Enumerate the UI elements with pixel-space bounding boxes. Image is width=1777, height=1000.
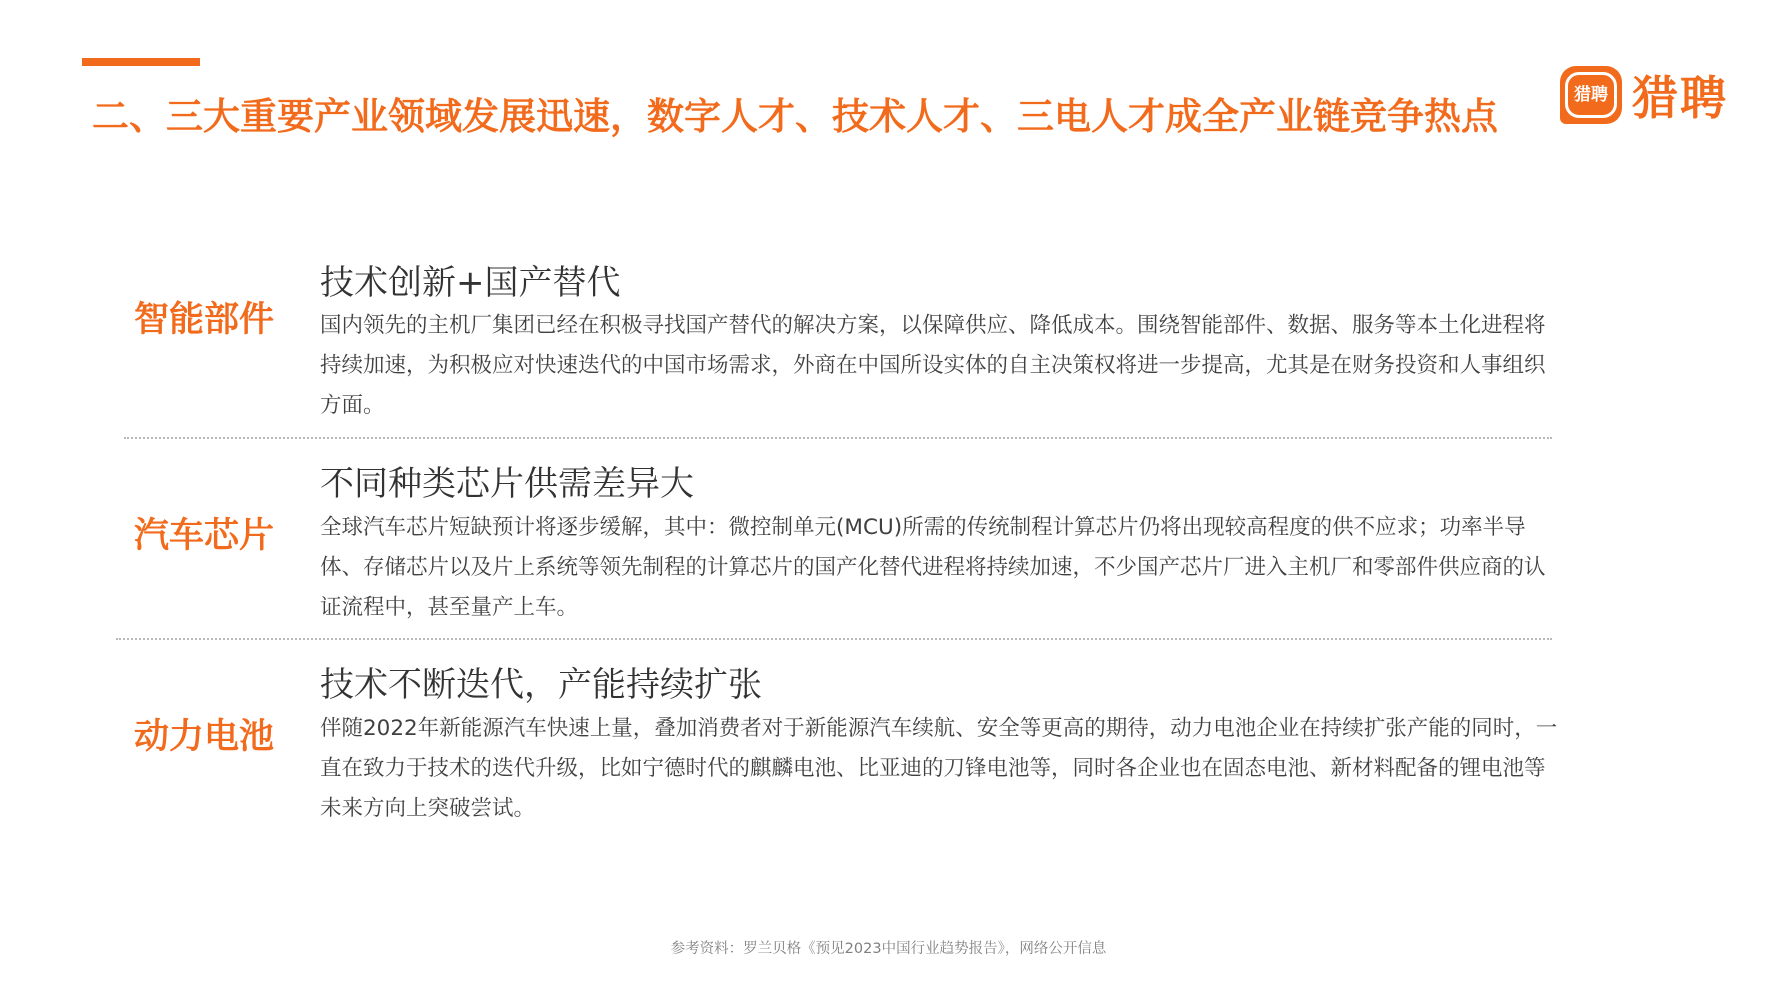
section-label-auto-chips: 汽车芯片 xyxy=(134,516,275,556)
logo-badge-text: 猎聘 xyxy=(1565,72,1617,118)
section-heading-smart-parts: 技术创新+国产替代 xyxy=(320,263,621,303)
title-accent-bar xyxy=(82,58,200,66)
section-label-power-battery: 动力电池 xyxy=(134,717,275,757)
section-divider xyxy=(116,638,1552,640)
section-body-power-battery: 伴随2022年新能源汽车快速上量，叠加消费者对于新能源汽车续航、安全等更高的期待，动力电池企业在持续扩张产能的同时，一直在致力于技术的迭代升级，比如宁德时代的麒麟电池、比亚迪的刀锋电池等，同时各企业也在固态电池、新材料配备的锂电池等未来方向上突破尝试。 xyxy=(320,716,1558,821)
section-divider xyxy=(124,437,1552,439)
section-heading-auto-chips: 不同种类芯片供需差异大 xyxy=(320,464,694,504)
page-title: 二、三大重要产业领域发展迅速，数字人才、技术人才、三电人才成全产业链竞争热点 xyxy=(92,95,1498,138)
section-heading-power-battery: 技术不断迭代，产能持续扩张 xyxy=(320,665,762,705)
liepin-logo xyxy=(1560,62,1728,128)
logo-text: 猎聘 xyxy=(1632,71,1728,125)
section-label-smart-parts: 智能部件 xyxy=(134,300,275,340)
section-body-smart-parts: 国内领先的主机厂集团已经在积极寻找国产替代的解决方案，以保障供应、降低成本。围绕智能部件、数据、服务等本土化进程将持续加速，为积极应对快速迭代的中国市场需求，外商在中国所设实体的自主决策权将进一步提高，尤其是在财务投资和人事组织方面。 xyxy=(320,313,1546,418)
section-body-auto-chips: 全球汽车芯片短缺预计将逐步缓解，其中：微控制单元(MCU)所需的传统制程计算芯片仍将出现较高程度的供不应求；功率半导体、存储芯片以及片上系统等领先制程的计算芯片的国产化替代进程将持续加速，不少国产芯片厂进入主机厂和零部件供应商的认证流程中，甚至量产上车。 xyxy=(320,515,1546,620)
source-footnote: 参考资料：罗兰贝格《预见2023中国行业趋势报告》，网络公开信息 xyxy=(670,941,1107,957)
logo-badge-icon xyxy=(1560,66,1622,124)
